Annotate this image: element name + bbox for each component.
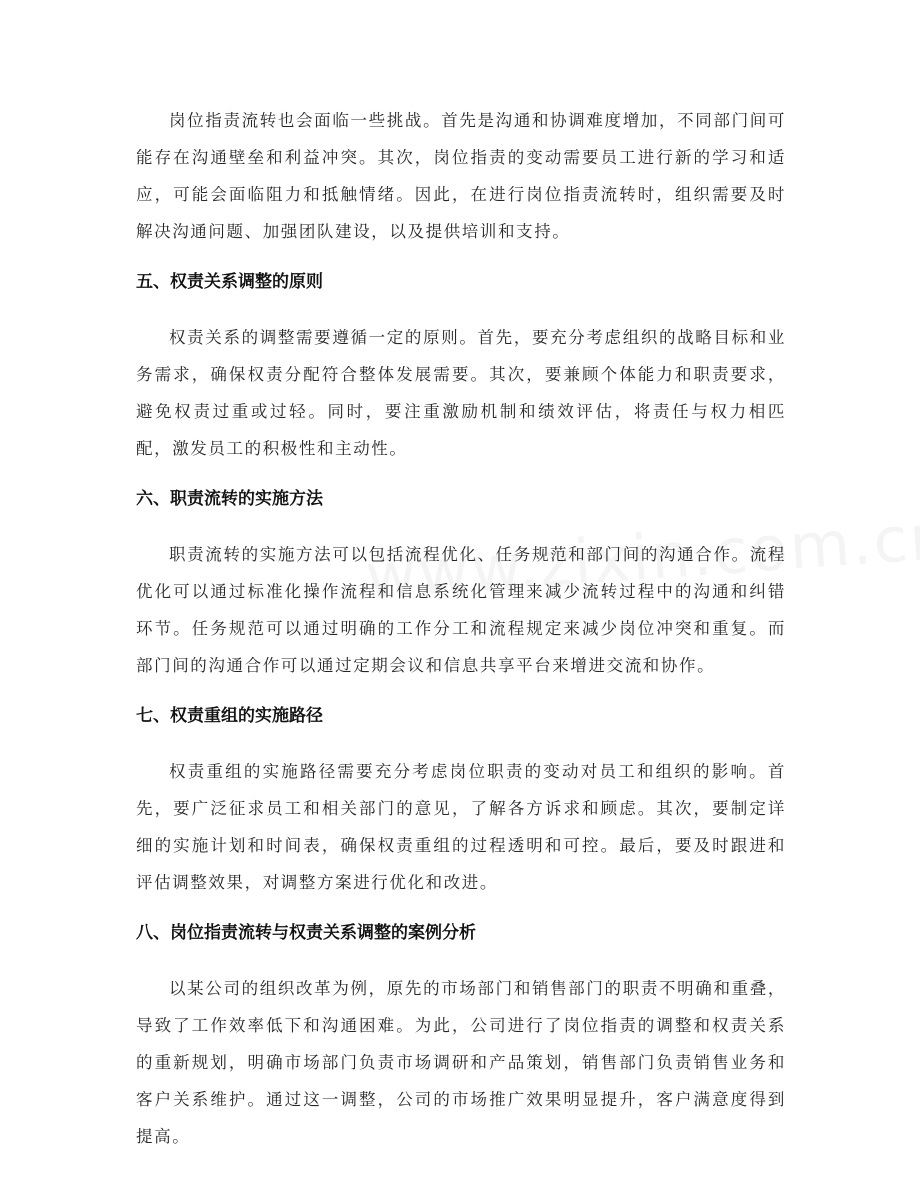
paragraph-challenges: 岗位指责流转也会面临一些挑战。首先是沟通和协调难度增加，不同部门间可能存在沟通壁垒和利益冲突。其次，岗位指责的变动需要员工进行新的学习和适应，可能会面临阻力和抵触情绪。因此，在进行岗位指责流转时，组织需要及时解决沟通问题、加强团队建设，以及提供培训和支持。	[136, 111, 786, 241]
paragraph-section-8: 以某公司的组织改革为例，原先的市场部门和销售部门的职责不明确和重叠，导致了工作效率低下和沟通困难。为此，公司进行了岗位指责的调整和权责关系的重新规划，明确市场部门负责市场调研和产品策划，销售部门负责销售业务和客户关系维护。通过这一调整，公司的市场推广效果明显提升，客户满意度得到提高。	[136, 979, 786, 1146]
heading-section-7: 七、权责重组的实施路径	[136, 706, 323, 726]
heading-section-5: 五、权责关系调整的原则	[136, 272, 323, 292]
heading-section-6: 六、职责流转的实施方法	[136, 489, 323, 509]
paragraph-section-6: 职责流转的实施方法可以包括流程优化、任务规范和部门间的沟通合作。流程优化可以通过标准化操作流程和信息系统化管理来减少流转过程中的沟通和纠错环节。任务规范可以通过明确的工作分工和流程规定来减少岗位冲突和重复。而部门间的沟通合作可以通过定期会议和信息共享平台来增进交流和协作。	[136, 545, 786, 675]
heading-section-8: 八、岗位指责流转与权责关系调整的案例分析	[136, 923, 476, 943]
document-body	[136, 102, 786, 1155]
paragraph-section-5: 权责关系的调整需要遵循一定的原则。首先，要充分考虑组织的战略目标和业务需求，确保权责分配符合整体发展需要。其次，要兼顾个体能力和职责要求，避免权责过重或过轻。同时，要注重激励机制和绩效评估，将责任与权力相匹配，激发员工的积极性和主动性。	[136, 328, 786, 458]
paragraph-section-7: 权责重组的实施路径需要充分考虑岗位职责的变动对员工和组织的影响。首先，要广泛征求员工和相关部门的意见，了解各方诉求和顾虑。其次，要制定详细的实施计划和时间表，确保权责重组的过程透明和可控。最后，要及时跟进和评估调整效果，对调整方案进行优化和改进。	[136, 762, 786, 892]
